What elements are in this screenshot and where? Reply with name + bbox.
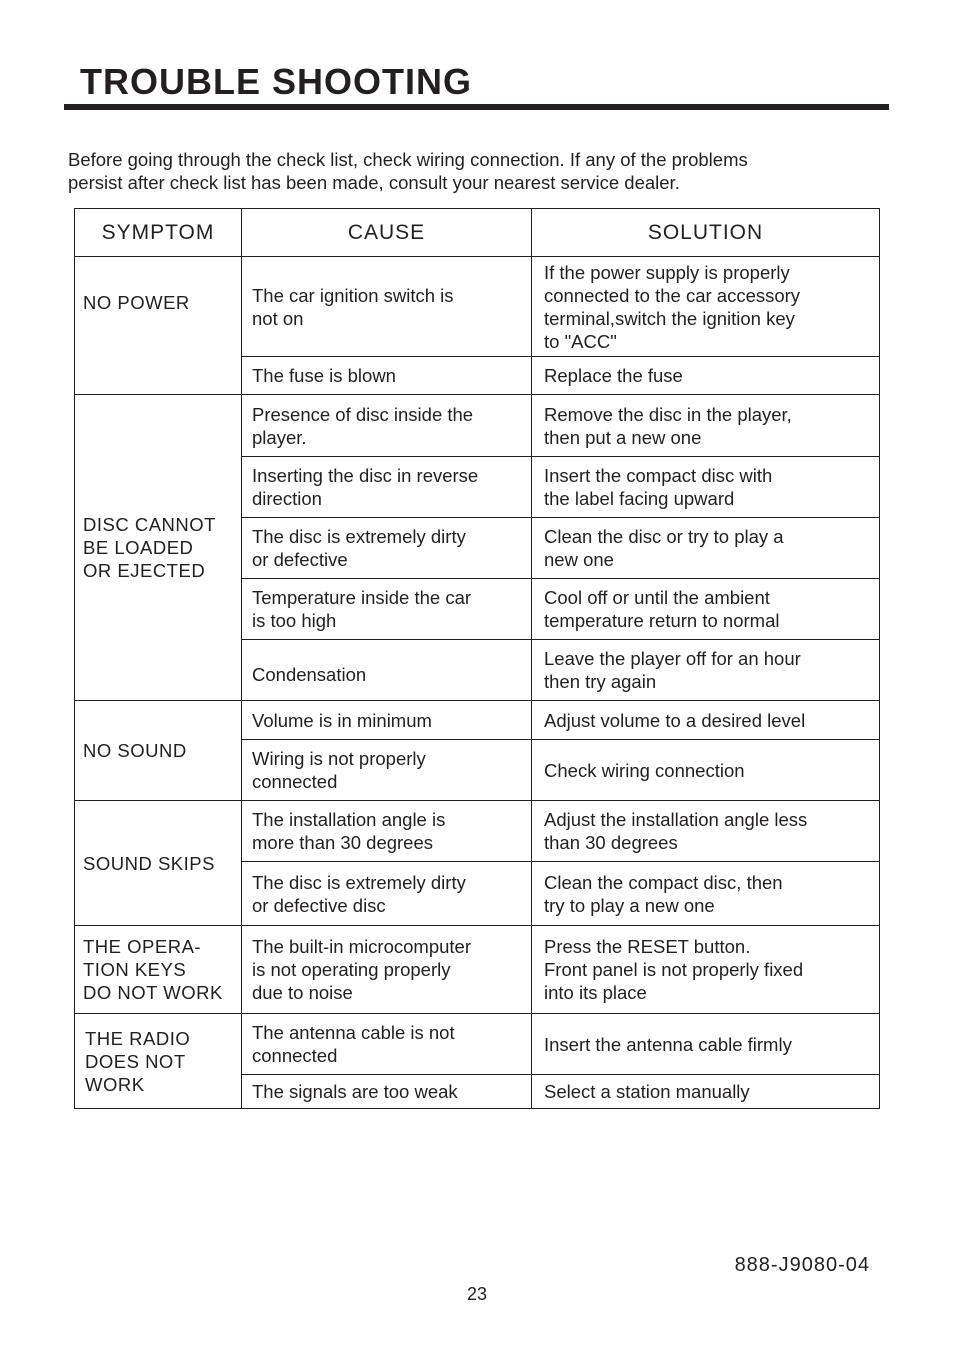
- cause-cell: The disc is extremely dirty or defective disc: [242, 862, 532, 926]
- cause-cell: The installation angle is more than 30 degrees: [242, 801, 532, 862]
- table-row: [75, 926, 880, 1014]
- table-row: [75, 801, 880, 862]
- symptom-cell: NO POWER: [75, 257, 242, 395]
- solution-cell: Clean the disc or try to play a new one: [532, 518, 880, 579]
- model-number: 888-J9080-04: [734, 1254, 870, 1276]
- page-number: 23: [466, 1284, 488, 1304]
- solution-cell: Insert the compact disc with the label facing upward: [532, 457, 880, 518]
- symptom-cell: NO SOUND: [75, 701, 242, 801]
- solution-cell: Clean the compact disc, then try to play a new one: [532, 862, 880, 926]
- cause-cell: The disc is extremely dirty or defective: [242, 518, 532, 579]
- cause-cell: The signals are too weak: [242, 1075, 532, 1109]
- solution-cell: Check wiring connection: [532, 740, 880, 801]
- cause-cell: Volume is in minimum: [242, 701, 532, 740]
- cause-cell: Wiring is not properly connected: [242, 740, 532, 801]
- cause-cell: The fuse is blown: [242, 357, 532, 395]
- intro-paragraph: Before going through the check list, check wiring connection. If any of the problems persist after check list has been made, consult your nearest service dealer.: [68, 149, 748, 193]
- solution-cell: Insert the antenna cable firmly: [532, 1014, 880, 1075]
- header-symptom: SYMPTOM: [75, 209, 242, 257]
- cause-cell: The antenna cable is not connected: [242, 1014, 532, 1075]
- cause-cell: The built-in microcomputer is not operating properly due to noise: [242, 926, 532, 1014]
- table-row: [75, 1014, 880, 1075]
- solution-cell: Cool off or until the ambient temperature return to normal: [532, 579, 880, 640]
- cause-cell: Temperature inside the car is too high: [242, 579, 532, 640]
- header-cause: CAUSE: [242, 209, 532, 257]
- page-title: TROUBLE SHOOTING: [80, 61, 472, 102]
- symptom-cell: SOUND SKIPS: [75, 801, 242, 926]
- solution-cell: Remove the disc in the player, then put a new one: [532, 395, 880, 457]
- cause-cell: Inserting the disc in reverse direction: [242, 457, 532, 518]
- title-underline: [64, 104, 889, 110]
- solution-cell: Adjust the installation angle less than 30 degrees: [532, 801, 880, 862]
- troubleshooting-table: [74, 208, 880, 1109]
- symptom-cell: DISC CANNOT BE LOADED OR EJECTED: [75, 395, 242, 701]
- table-row: [75, 395, 880, 457]
- cause-cell: The car ignition switch is not on: [242, 257, 532, 357]
- solution-cell: If the power supply is properly connected to the car accessory terminal,switch the ignition key to "ACC": [532, 257, 880, 357]
- solution-cell: Select a station manually: [532, 1075, 880, 1109]
- table-header-row: [75, 209, 880, 257]
- cause-cell: Presence of disc inside the player.: [242, 395, 532, 457]
- solution-cell: Press the RESET button. Front panel is not properly fixed into its place: [532, 926, 880, 1014]
- header-solution: SOLUTION: [532, 209, 880, 257]
- symptom-cell: THE OPERA- TION KEYS DO NOT WORK: [75, 926, 242, 1014]
- solution-cell: Leave the player off for an hour then try again: [532, 640, 880, 701]
- solution-cell: Adjust volume to a desired level: [532, 701, 880, 740]
- table-row: [75, 701, 880, 740]
- symptom-cell: THE RADIO DOES NOT WORK: [75, 1014, 242, 1109]
- solution-cell: Replace the fuse: [532, 357, 880, 395]
- table-row: [75, 257, 880, 357]
- cause-cell: Condensation: [242, 640, 532, 701]
